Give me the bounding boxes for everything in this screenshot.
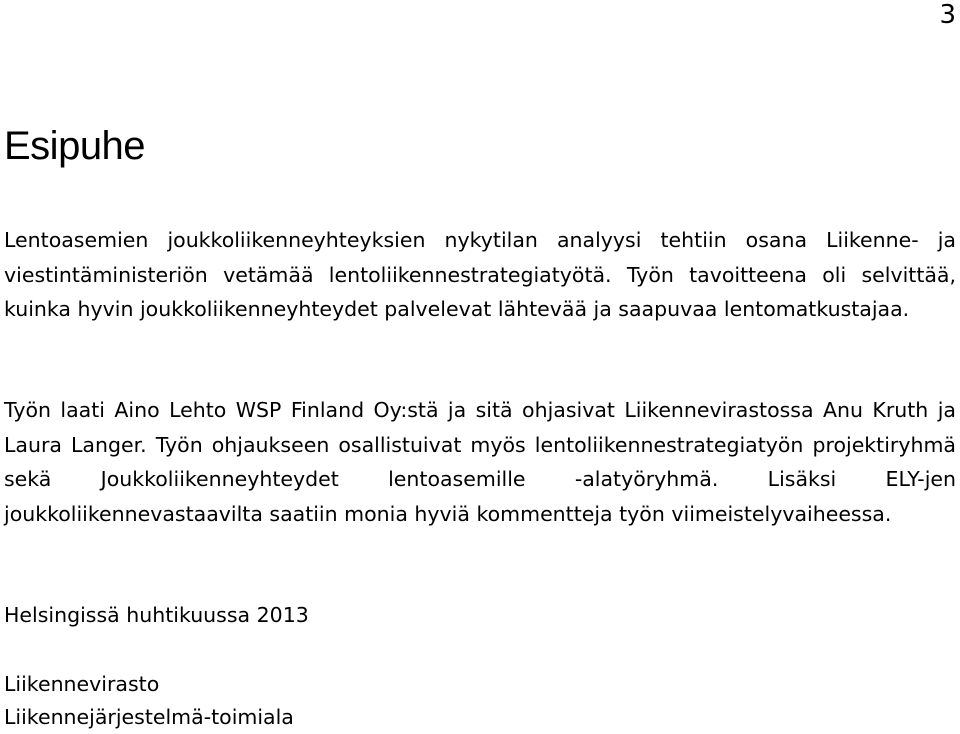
paragraph-intro: Lentoasemien joukkoliikenneyhteyksien nykytilan analyysi tehtiin osana Liikenne- ja viestintäministeriön vetämää lentoliikennestrategiatyötä. Työn tavoitteena oli selvittää, kuinka hyvin joukkoliikenneyhteydet palvelevat lähtevää ja saapuvaa lentomatkustajaa. <box>4 228 956 321</box>
organization-name: Liikennevirasto <box>4 672 160 696</box>
place-date: Helsingissä huhtikuussa 2013 <box>4 603 309 627</box>
department-name: Liikennejärjestelmä-toimiala <box>4 705 294 729</box>
page-title: Esipuhe <box>4 124 146 168</box>
page-number: 3 <box>939 0 956 30</box>
paragraph-credits: Työn laati Aino Lehto WSP Finland Oy:stä ja sitä ohjasivat Liikennevirastossa Anu Kruth ja Laura Langer. Työn ohjaukseen osallistuivat myös lentoliikennestrategiatyön projektiryhmä sekä Joukkoliikenneyhteydet lentoasemille -alatyöryhmä. Lisäksi ELY-jen joukkoliikennevastaavilta saatiin monia hyviä kommentteja työn viimeistelyvaiheessa. <box>4 398 956 526</box>
